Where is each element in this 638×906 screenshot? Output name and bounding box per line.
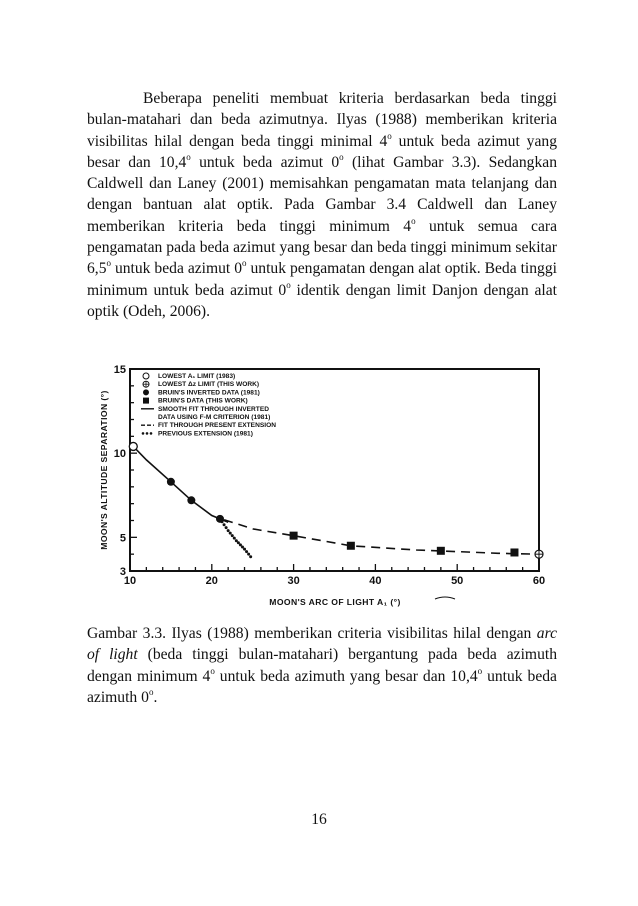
x-tick-label: 60 — [532, 575, 546, 587]
legend-symbol — [143, 398, 149, 404]
degree-mark: o — [242, 258, 247, 269]
x-axis-flourish — [435, 597, 455, 599]
legend-symbol — [142, 432, 145, 435]
degree-mark: o — [106, 258, 111, 269]
paragraph-text: untuk beda azimut 0 — [111, 260, 243, 278]
legend-symbol — [146, 432, 149, 435]
legend-entry: BRUIN'S INVERTED DATA (1981) — [158, 389, 260, 397]
paragraph-text: (lihat Gambar 3.3). Sedangkan Caldwell dan Laney (2001) memisahkan pengamatan mata telanjang dan dengan bantuan alat optik. Pada Gambar 3.4 Caldwell dan Laney memberikan kriteria beda tinggi minimum 4 — [87, 153, 557, 235]
bruin-inverted-data-point — [187, 496, 195, 504]
caption-text: untuk beda azimuth 0 — [87, 667, 557, 706]
y-tick-label: 10 — [113, 448, 126, 461]
bruin-inverted-data-point — [216, 515, 224, 523]
page-number: 16 — [311, 811, 327, 828]
legend-entry: LOWEST A₁ LIMIT (1983) — [158, 373, 236, 380]
degree-mark: o — [286, 279, 291, 290]
caption-italic-term: arc of light — [87, 625, 557, 664]
caption-text: untuk beda azimuth yang besar dan 10,4 — [214, 667, 478, 685]
bruin-data-point — [347, 542, 355, 550]
body-paragraph — [87, 88, 557, 322]
legend-entry: PREVIOUS EXTENSION (1981) — [158, 430, 253, 438]
present-extension-fit-line — [224, 520, 539, 555]
degree-mark: o — [210, 665, 215, 676]
paragraph-text: untuk semua cara pengamatan pada beda azimut yang besar dan beda tinggi minimum sekitar 6,5 — [87, 217, 557, 278]
previous-extension-dot — [243, 548, 246, 551]
bruin-inverted-data-point — [167, 478, 175, 486]
y-tick-label: 15 — [113, 364, 126, 376]
figure-caption — [87, 623, 557, 708]
altitude-separation-figure — [95, 360, 560, 615]
paragraph-text: untuk beda azimut yang besar dan 10,4 — [87, 132, 557, 171]
paragraph-text: untuk beda azimut 0 — [190, 153, 340, 171]
previous-extension-dot — [231, 534, 234, 537]
x-tick-label: 30 — [287, 575, 300, 587]
y-tick-label: 3 — [119, 566, 126, 578]
previous-extension-dot — [249, 555, 252, 558]
x-tick-label: 10 — [123, 575, 137, 587]
bruin-data-point — [510, 548, 518, 556]
degree-mark: o — [339, 151, 344, 162]
y-axis-label: MOON'S ALTITUDE SEPARATION (°) — [99, 390, 109, 550]
previous-extension-dot — [227, 529, 230, 532]
paragraph-text: identik dengan limit Danjon dengan alat optik (Odeh, 2006). — [87, 281, 557, 320]
x-tick-label: 40 — [369, 575, 382, 587]
previous-extension-dot — [233, 537, 236, 540]
bruin-data-point — [290, 532, 298, 540]
paragraph-text: untuk pengamatan dengan alat optik. Beda tinggi minimum untuk beda azimut 0 — [87, 260, 557, 299]
legend-symbol — [150, 432, 153, 435]
x-tick-label: 50 — [451, 575, 464, 587]
x-tick-label: 20 — [205, 575, 218, 587]
degree-mark: o — [148, 686, 154, 697]
legend-entry: DATA USING F-M CRITERION (1981) — [158, 414, 271, 421]
degree-mark: o — [477, 665, 483, 676]
previous-extension-dot — [229, 532, 232, 535]
data-markers — [129, 442, 543, 558]
degree-mark: o — [411, 215, 416, 226]
caption-text: (beda tinggi bulan-matahari) bergantung pada beda azimuth dengan minimum 4 — [87, 646, 557, 685]
legend-entry: BRUIN'S DATA (THIS WORK) — [158, 397, 248, 405]
previous-extension-dot — [245, 550, 248, 553]
legend-symbol — [143, 373, 149, 379]
previous-extension-dot — [247, 553, 250, 556]
previous-extension-dot — [223, 523, 226, 526]
x-axis-label: MOON'S ARC OF LIGHT A₁ (°) — [269, 597, 401, 607]
y-tick-label: 5 — [119, 532, 126, 545]
degree-mark: o — [387, 130, 392, 141]
legend-entry: LOWEST Δz LIMIT (THIS WORK) — [158, 381, 260, 389]
smooth-fit-line — [133, 446, 228, 522]
legend-entry: FIT THROUGH PRESENT EXTENSION — [158, 422, 276, 430]
previous-extension-dot — [225, 526, 228, 529]
bruin-data-point — [437, 547, 445, 555]
degree-mark: o — [186, 151, 191, 162]
legend-symbol — [143, 389, 149, 395]
legend-entry: SMOOTH FIT THROUGH INVERTED — [158, 405, 269, 413]
lowest-a1-limit-point — [129, 442, 137, 450]
caption-text: . — [153, 688, 158, 706]
paragraph-text: Beberapa peneliti membuat kriteria berdasarkan beda tinggi bulan-matahari dan beda azimutnya. Ilyas (1988) memberikan kriteria visibilitas hilal dengan beda tinggi minimal 4 — [87, 90, 557, 150]
legend — [141, 373, 276, 437]
caption-text: Gambar 3.3. Ilyas (1988) memberikan criteria visibilitas hilal dengan — [87, 625, 537, 642]
